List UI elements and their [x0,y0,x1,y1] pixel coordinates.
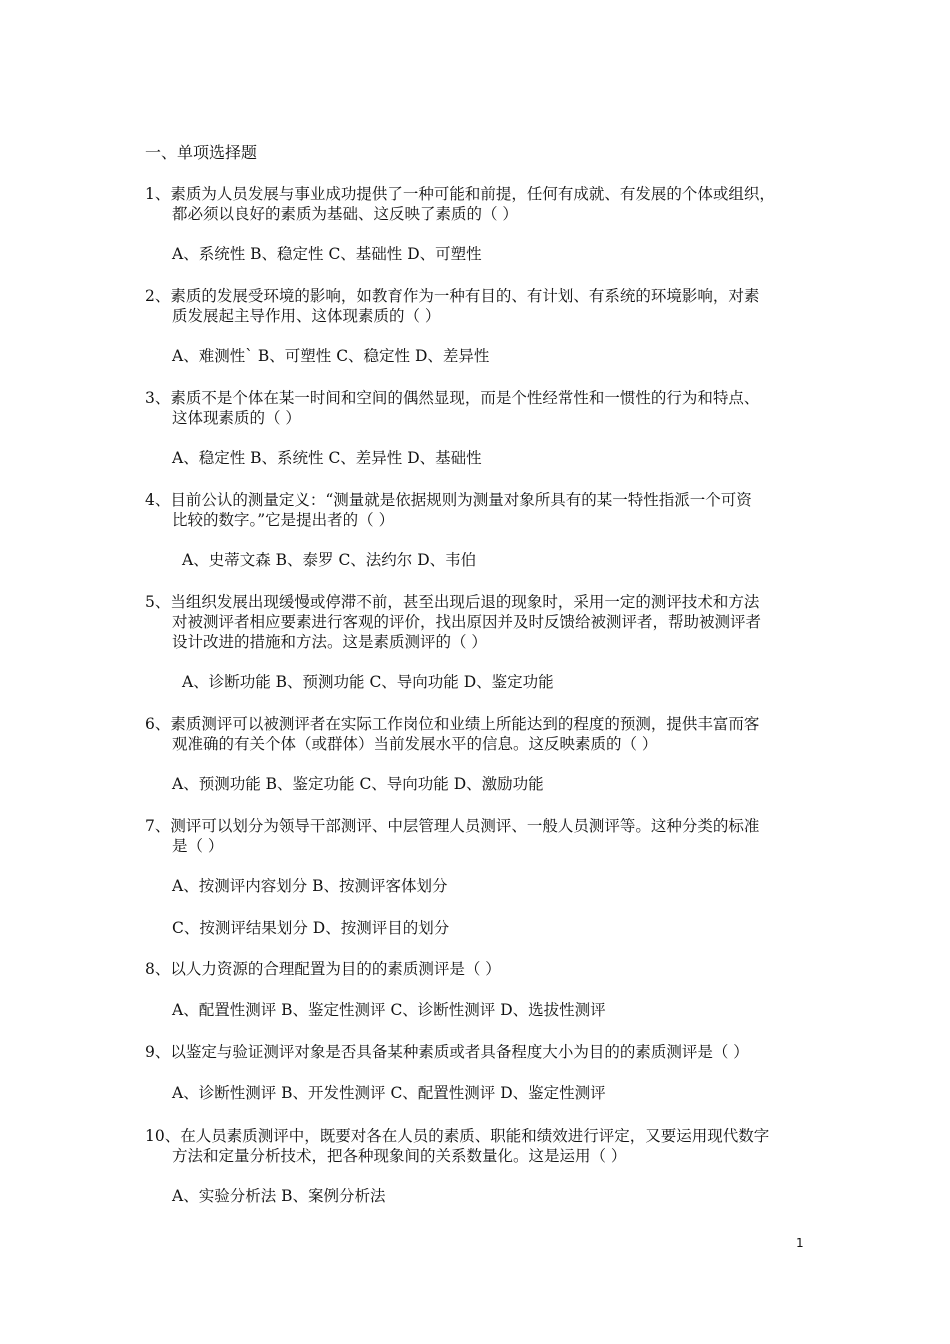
question-7-options-row-1: A、按测评内容划分 B、按测评客体划分 [172,877,448,895]
question-line: 质发展起主导作用、这体现素质的（ ） [172,307,441,325]
question-10-stem [145,1126,820,1166]
question-line: 2、素质的发展受环境的影响，如教育作为一种有目的、有计划、有系统的环境影响，对素 [145,287,760,305]
question-1-options: A、系统性 B、稳定性 C、基础性 D、可塑性 [172,245,482,263]
question-line: 6、素质测评可以被测评者在实际工作岗位和业绩上所能达到的程度的预测，提供丰富而客 [145,715,760,733]
question-10-options: A、实验分析法 B、案例分析法 [172,1187,386,1205]
question-7-stem [145,816,820,856]
question-line: 方法和定量分析技术，把各种现象间的关系数量化。这是运用（ ） [172,1147,627,1165]
question-line: 4、目前公认的测量定义：“测量就是依据规则为测量对象所具有的某一特性指派一个可资 [145,491,752,509]
question-line: 5、当组织发展出现缓慢或停滞不前，甚至出现后退的现象时，采用一定的测评技术和方法 [145,593,760,611]
question-line: 10、在人员素质测评中，既要对各在人员的素质、职能和绩效进行评定，又要运用现代数字 [145,1127,770,1145]
question-4-stem [145,490,820,530]
question-line: 这体现素质的（ ） [172,409,301,427]
question-9-options: A、诊断性测评 B、开发性测评 C、配置性测评 D、鉴定性测评 [172,1084,606,1102]
question-1-stem [145,184,820,224]
page-number: 1 [796,1236,804,1250]
question-8-options: A、配置性测评 B、鉴定性测评 C、诊断性测评 D、选拔性测评 [172,1001,606,1019]
question-7-options-row-2: C、按测评结果划分 D、按测评目的划分 [172,919,450,937]
question-line: 是（ ） [172,837,224,855]
question-line: 比较的数字。”它是提出者的（ ） [172,511,395,529]
question-line: 9、以鉴定与验证测评对象是否具备某种素质或者具备程度大小为目的的素质测评是（ ） [145,1043,749,1061]
question-line: 观准确的有关个体（或群体）当前发展水平的信息。这反映素质的（ ） [172,735,658,753]
question-line: 7、测评可以划分为领导干部测评、中层管理人员测评、一般人员测评等。这种分类的标准 [145,817,760,835]
question-8-stem [145,959,820,979]
question-4-options: A、史蒂文森 B、泰罗 C、法约尔 D、韦伯 [182,551,477,569]
question-2-options: A、难测性` B、可塑性 C、稳定性 D、差异性 [172,347,490,365]
question-line: 3、素质不是个体在某一时间和空间的偶然显现，而是个性经常性和一惯性的行为和特点、 [145,389,760,407]
question-line: 8、以人力资源的合理配置为目的的素质测评是（ ） [145,960,501,978]
question-9-stem [145,1042,820,1062]
question-line: 1、素质为人员发展与事业成功提供了一种可能和前提，任何有成就、有发展的个体或组织， [145,185,775,203]
question-line: 设计改进的措施和方法。这是素质测评的（ ） [172,633,487,651]
question-6-options: A、预测功能 B、鉴定功能 C、导向功能 D、激励功能 [172,775,544,793]
question-2-stem [145,286,820,326]
question-line: 都必须以良好的素质为基础、这反映了素质的（ ） [172,205,518,223]
question-6-stem [145,714,820,754]
question-5-stem [145,592,820,652]
question-line: 对被测评者相应要素进行客观的评价，找出原因并及时反馈给被测评者，帮助被测评者 [172,613,762,631]
section-title: 一、单项选择题 [145,143,258,162]
question-3-stem [145,388,820,428]
question-3-options: A、稳定性 B、系统性 C、差异性 D、基础性 [172,449,482,467]
question-5-options: A、诊断功能 B、预测功能 C、导向功能 D、鉴定功能 [182,673,554,691]
